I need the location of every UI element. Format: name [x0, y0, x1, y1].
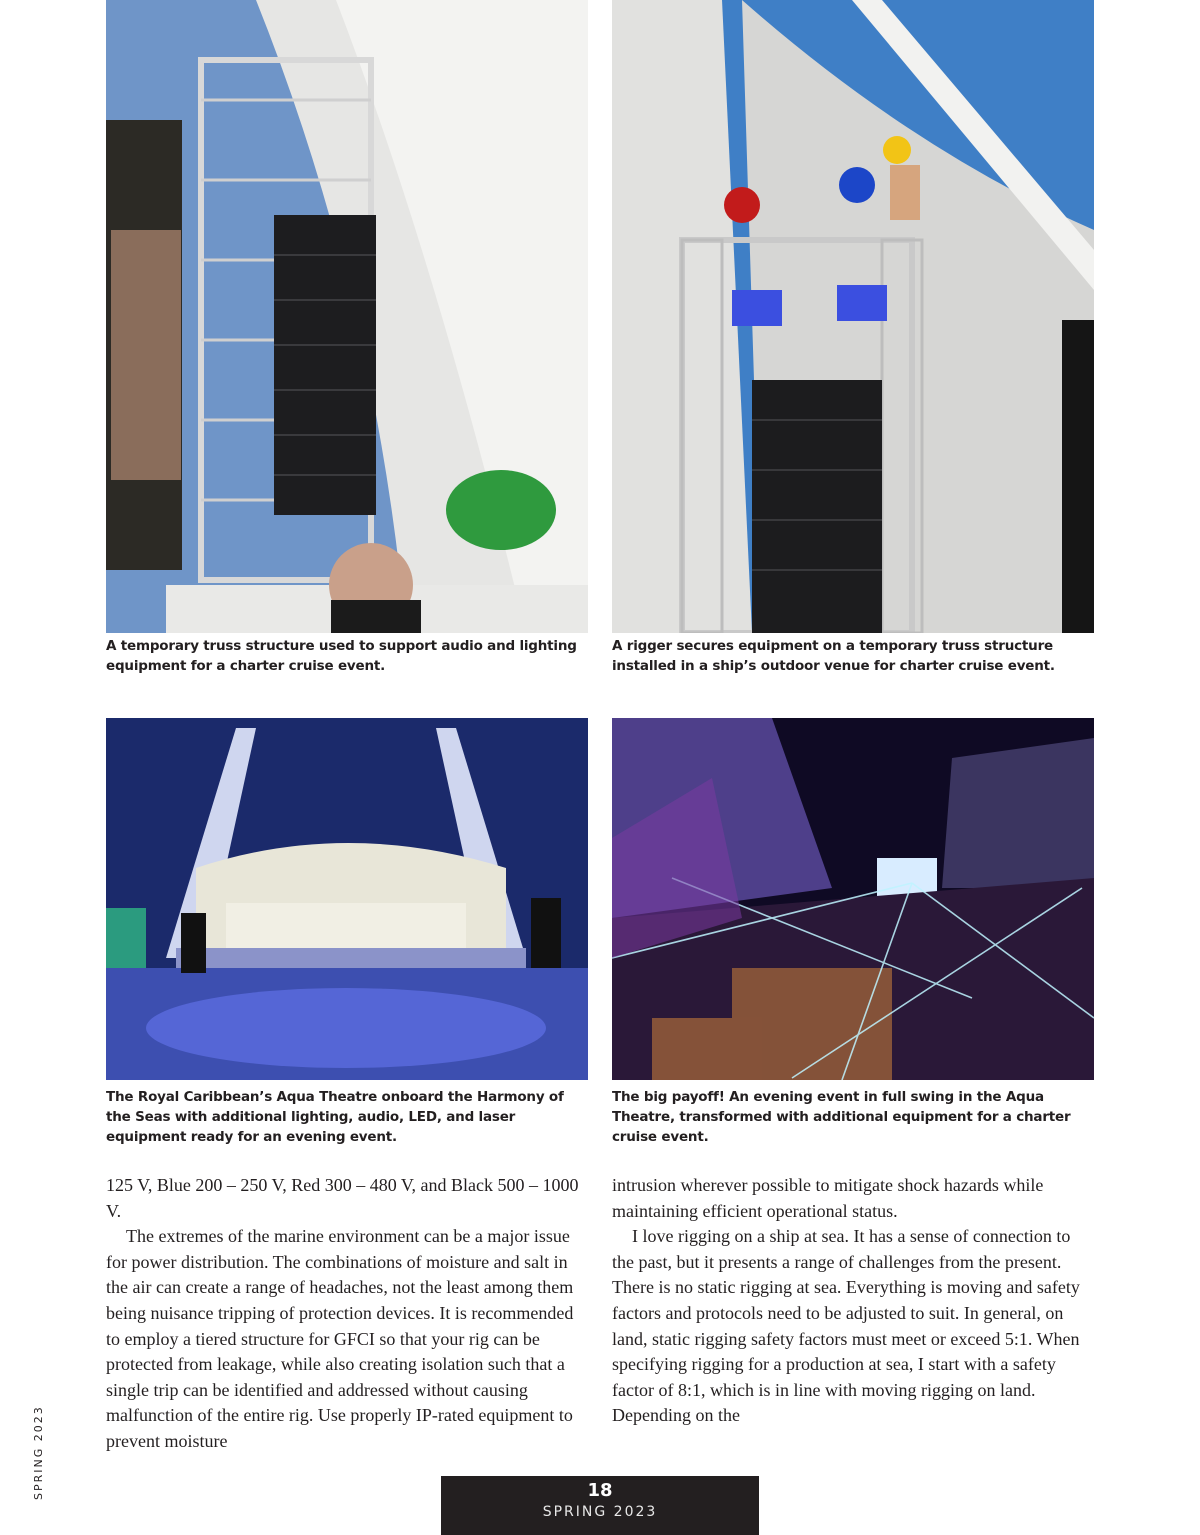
- body-column-left: [106, 1173, 590, 1455]
- photo-caption: The Royal Caribbean’s Aqua Theatre onboard the Harmony of the Seas with additional lighting, audio, LED, and laser equipment ready for an evening event.: [106, 1089, 564, 1145]
- photo-rigger: [612, 0, 1094, 633]
- body-paragraph: I love rigging on a ship at sea. It has a sense of connection to the past, but it presents a range of challenges from the present. There is no static rigging at sea. Everything is moving and safety factors and protocols need to be adjusted to suit. In general, on land, static rigging safety factors must meet or exceed 5:1. When specifying rigging for a production at sea, I start with a safety factor of 8:1, which is in line with moving rigging on land. Depending on the: [612, 1226, 1080, 1426]
- photo-aqua-theatre-image: [106, 718, 588, 1080]
- photo-evening-event-image: [612, 718, 1094, 1080]
- photo-evening-event: [612, 718, 1094, 1080]
- photo-rigger-image: [612, 0, 1094, 633]
- photo-caption: A temporary truss structure used to support audio and lighting equipment for a charter cruise event.: [106, 638, 577, 674]
- page-number: 18: [587, 1480, 613, 1501]
- body-column-right: [612, 1173, 1096, 1429]
- body-paragraph: intrusion wherever possible to mitigate shock hazards while maintaining efficient operational status.: [612, 1175, 1044, 1221]
- photo-truss-speakers: [106, 0, 588, 633]
- photo-truss-speakers-image: [106, 0, 588, 633]
- photo-caption: The big payoff! An evening event in full swing in the Aqua Theatre, transformed with additional equipment for a charter cruise event.: [612, 1089, 1071, 1145]
- side-issue-label: SPRING 2023: [32, 1405, 45, 1500]
- issue-label: SPRING 2023: [542, 1504, 658, 1520]
- body-paragraph: 125 V, Blue 200 – 250 V, Red 300 – 480 V, and Black 500 – 1000 V.: [106, 1175, 579, 1221]
- photo-caption: A rigger secures equipment on a temporary truss structure installed in a ship’s outdoor venue for charter cruise event.: [612, 638, 1055, 674]
- body-paragraph: The extremes of the marine environment can be a major issue for power distribution. The combinations of moisture and salt in the air can create a range of headaches, not the least among them being nuisance tripping of protection devices. It is recommended to employ a tiered structure for GFCI so that your rig can be protected from leakage, while also creating isolation such that a single trip can be identified and addressed without causing malfunction of the entire rig. Use properly IP-rated equipment to prevent moisture: [106, 1226, 574, 1451]
- photo-aqua-theatre: [106, 718, 588, 1080]
- page-folio: [441, 1476, 759, 1535]
